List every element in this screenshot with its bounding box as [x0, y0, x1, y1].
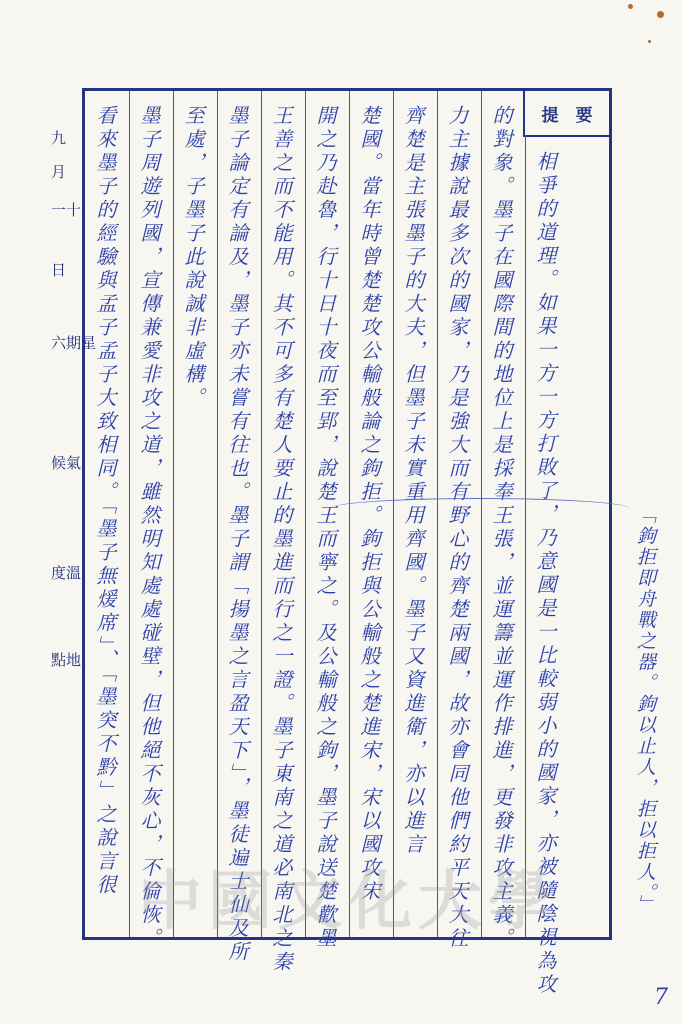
month-unit: 月: [49, 164, 67, 181]
column-rule: [261, 91, 262, 937]
margin-note: 「鉤拒即舟戰之器。鉤以止人，拒以拒人。」: [634, 505, 656, 916]
handwritten-column: 至處，子墨子此說誠非虛構。: [181, 105, 205, 411]
paper-speck: [628, 4, 633, 9]
column-rule: [305, 91, 306, 937]
handwritten-column: 楚國。當年時曾楚楚攻公輸般論之鉤拒。鉤拒與公輸般之楚進宋，宋以國攻宋: [357, 105, 381, 904]
handwritten-column: 力主據說最多次的國家，乃是強大而有野心的齊楚兩國，故亦會同他們約平天大往: [445, 105, 469, 951]
handwritten-column: 王善之而不能用。其不可多有楚人要止的墨進而行之一證。墨子東南之道必南北之秦: [269, 105, 293, 975]
handwritten-column: 相爭的道理。如果一方一方打敗了，乃意國是一比較弱小的國家，亦被隨陰視為攻: [533, 151, 557, 997]
column-rule: [173, 91, 174, 937]
paper-speck: [657, 11, 664, 18]
column-rule: [217, 91, 218, 937]
watermark: 中國文化大學: [138, 864, 558, 939]
column-rule: [525, 135, 526, 937]
day-unit: 日: [49, 262, 67, 279]
header-box: [523, 91, 609, 137]
temperature-label: 溫度: [49, 565, 82, 582]
paper-speck: [648, 40, 651, 43]
handwritten-column: 齊楚是主張墨子的大夫，但墨子未實重用齊國。墨子又資進衛，亦以進言: [401, 105, 425, 857]
day-number: 十一: [49, 202, 82, 219]
page-number: 7: [654, 985, 668, 1010]
location-label: 地點: [49, 652, 82, 669]
handwritten-column: 墨子論定有論及，墨子亦未嘗有往也。墨子謂「揚墨之言盈天下」，墨徒遍士仙及所: [225, 105, 249, 965]
handwritten-column: 的對象。墨子在國際間的地位上是採奉王張，並運籌並運作排進，更發非攻主義。: [489, 105, 513, 951]
handwritten-column: 看來墨子的經驗與孟子孟子大致相同。「墨子無煖席」、「墨突不黔」之說言很: [93, 105, 117, 898]
header-title: 提 要: [541, 105, 593, 126]
column-rule: [129, 91, 130, 937]
insertion-line: [330, 498, 630, 519]
weekday-label: 星期六: [49, 335, 97, 352]
weather-label: 氣候: [49, 455, 82, 472]
handwritten-column: 墨子周遊列國，宣傳兼愛非攻之道，雖然明知處處碰壁，但他絕不灰心，不倫恢。: [137, 105, 161, 951]
handwritten-column: 開之乃赴魯，行十日十夜而至郢，說楚王而寧之。及公輸般之鉤，墨子說送楚歡墨: [313, 105, 337, 951]
month-number: 九: [49, 130, 67, 147]
